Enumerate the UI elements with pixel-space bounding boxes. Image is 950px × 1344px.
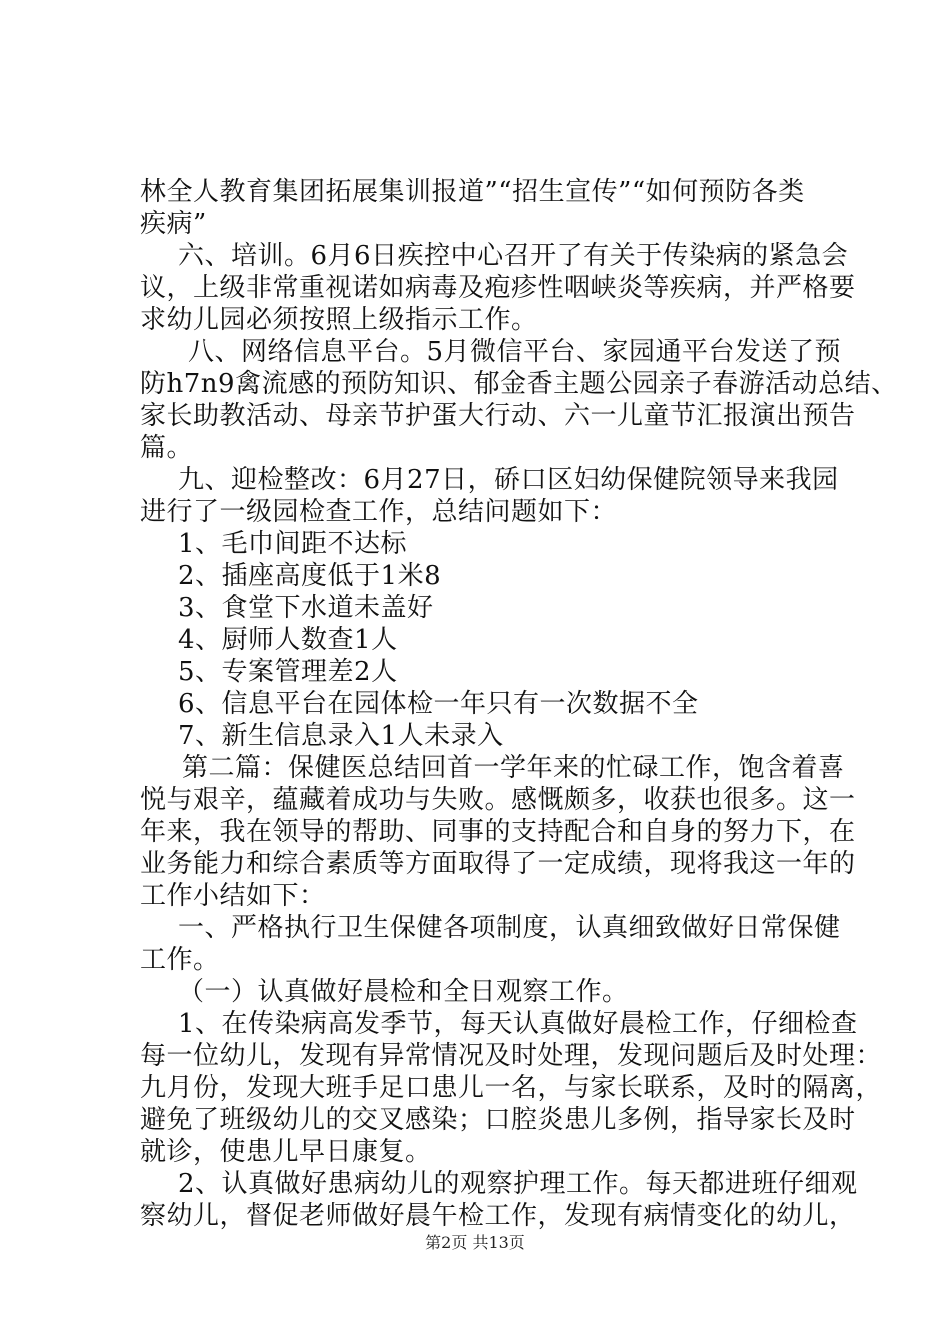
list-item: 2、插座高度低于1米8 (178, 561, 442, 591)
list-item: 4、厨师人数查1人 (178, 625, 398, 655)
text-line: 篇。 (140, 433, 194, 463)
text-line: 业务能力和综合素质等方面取得了一定成绩，现将我这一年的 (140, 849, 856, 879)
text-line: 就诊，使患儿早日康复。 (140, 1137, 432, 1167)
list-item: 3、食堂下水道未盖好 (178, 593, 434, 623)
text-line: 每一位幼儿，发现有异常情况及时处理，发现问题后及时处理： (140, 1041, 883, 1071)
text-line: 2、认真做好患病幼儿的观察护理工作。每天都进班仔细观 (178, 1169, 858, 1199)
text-line: 进行了一级园检查工作，总结问题如下： (140, 497, 618, 527)
text-line: 六、培训。6月6日疾控中心召开了有关于传染病的紧急会 (178, 241, 849, 271)
section-heading: 一、严格执行卫生保健各项制度，认真细致做好日常保健 (178, 913, 841, 943)
text-line: 察幼儿，督促老师做好晨午检工作，发现有病情变化的幼儿， (140, 1201, 856, 1231)
text-line: 防h7n9禽流感的预防知识、郁金香主题公园亲子春游活动总结、 (140, 369, 898, 399)
section-heading: 工作。 (140, 945, 220, 975)
text-line: 议，上级非常重视诺如病毒及疱疹性咽峡炎等疾病，并严格要 (140, 273, 856, 303)
list-item: 6、信息平台在园体检一年只有一次数据不全 (178, 689, 699, 719)
text-line: 工作小结如下： (140, 881, 326, 911)
list-item: 1、毛巾间距不达标 (178, 529, 408, 559)
text-line: 疾病” (140, 209, 207, 239)
list-item: 5、专案管理差2人 (178, 657, 398, 687)
list-item: 7、新生信息录入1人未录入 (178, 721, 504, 751)
text-line: 八、网络信息平台。5月微信平台、家园通平台发送了预 (188, 337, 842, 367)
text-line: 年来，我在领导的帮助、同事的支持配合和自身的努力下，在 (140, 817, 856, 847)
text-line: 九、迎检整改：6月27日，硚口区妇幼保健院领导来我园 (178, 465, 839, 495)
text-line: 求幼儿园必须按照上级指示工作。 (140, 305, 538, 335)
page-number-footer: 第2页 共13页 (425, 1233, 525, 1252)
text-line: 1、在传染病高发季节，每天认真做好晨检工作，仔细检查 (178, 1009, 858, 1039)
text-line: 避免了班级幼儿的交叉感染；口腔炎患儿多例，指导家长及时 (140, 1105, 856, 1135)
subsection-heading: （一）认真做好晨检和全日观察工作。 (178, 977, 629, 1007)
text-line: 第二篇：保健医总结回首一学年来的忙碌工作，饱含着喜 (182, 753, 845, 783)
text-line: 九月份，发现大班手足口患儿一名，与家长联系，及时的隔离， (140, 1073, 883, 1103)
text-line: 林全人教育集团拓展集训报道”“招生宣传”“如何预防各类 (140, 177, 805, 207)
text-line: 悦与艰辛，蕴藏着成功与失败。感慨颇多，收获也很多。这一 (140, 785, 856, 815)
text-line: 家长助教活动、母亲节护蛋大行动、六一儿童节汇报演出预告 (140, 401, 856, 431)
